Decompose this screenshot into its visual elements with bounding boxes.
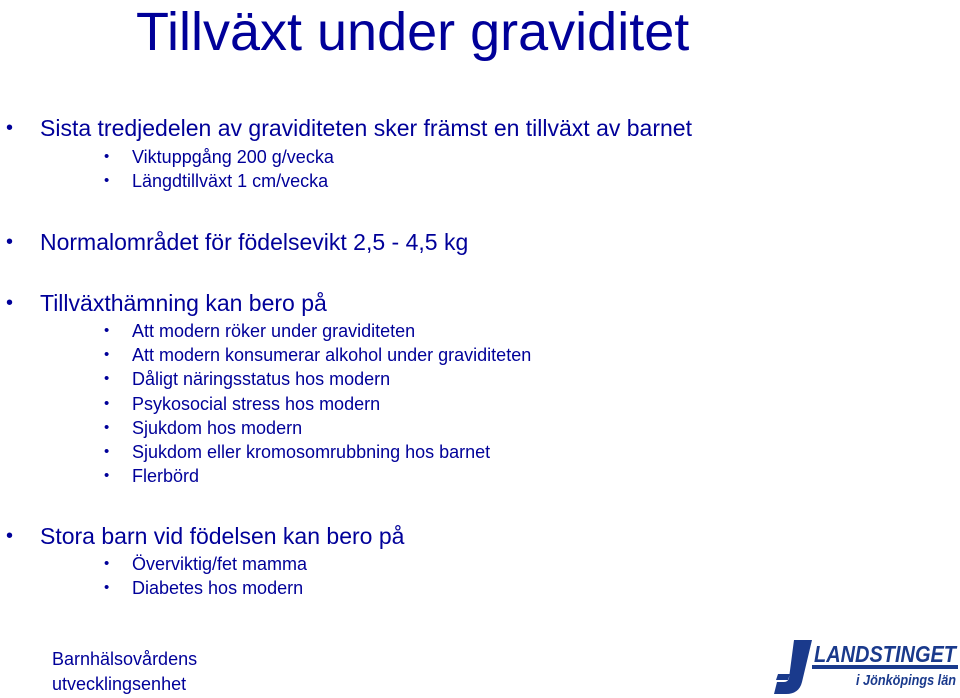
- sub-bullet-weight-gain: • Viktuppgång 200 g/vecka: [132, 146, 334, 168]
- bullet-growth-last-trimester: • Sista tredjedelen av graviditeten sker främst en tillväxt av barnet: [40, 114, 692, 142]
- sub-bullet-multiple-birth: • Flerbörd: [132, 465, 199, 487]
- slide-title: Tillväxt under graviditet: [136, 2, 690, 62]
- landstinget-logo: [772, 636, 958, 696]
- sub-bullet-nutrition: • Dåligt näringsstatus hos modern: [132, 368, 390, 390]
- sub-bullet-child-illness: • Sjukdom eller kromosomrubbning hos barnet: [132, 441, 490, 463]
- sub-bullet-stress: • Psykosocial stress hos modern: [132, 393, 380, 415]
- bullet-normal-birthweight: • Normalområdet för födelsevikt 2,5 - 4,5 kg: [40, 228, 468, 256]
- sub-bullet-maternal-illness: • Sjukdom hos modern: [132, 417, 302, 439]
- footer-line-2: utvecklingsenhet: [52, 674, 187, 694]
- footer-line-1: Barnhälsovårdens: [52, 649, 198, 669]
- sub-bullet-overweight-mother: • Överviktig/fet mamma: [132, 553, 307, 575]
- logo-subtitle: i Jönköpings län: [856, 672, 956, 689]
- footer-organization: [52, 647, 197, 697]
- logo-wordmark: LANDSTINGET: [814, 641, 958, 667]
- bullet-large-babies: • Stora barn vid födelsen kan bero på: [40, 522, 404, 550]
- sub-bullet-alcohol: • Att modern konsumerar alkohol under graviditeten: [132, 344, 531, 366]
- sub-bullet-diabetes: • Diabetes hos modern: [132, 577, 303, 599]
- sub-bullet-smoking: • Att modern röker under graviditeten: [132, 320, 415, 342]
- sub-bullet-length-growth: • Längdtillväxt 1 cm/vecka: [132, 170, 328, 192]
- bullet-growth-restriction: • Tillväxthämning kan bero på: [40, 289, 327, 317]
